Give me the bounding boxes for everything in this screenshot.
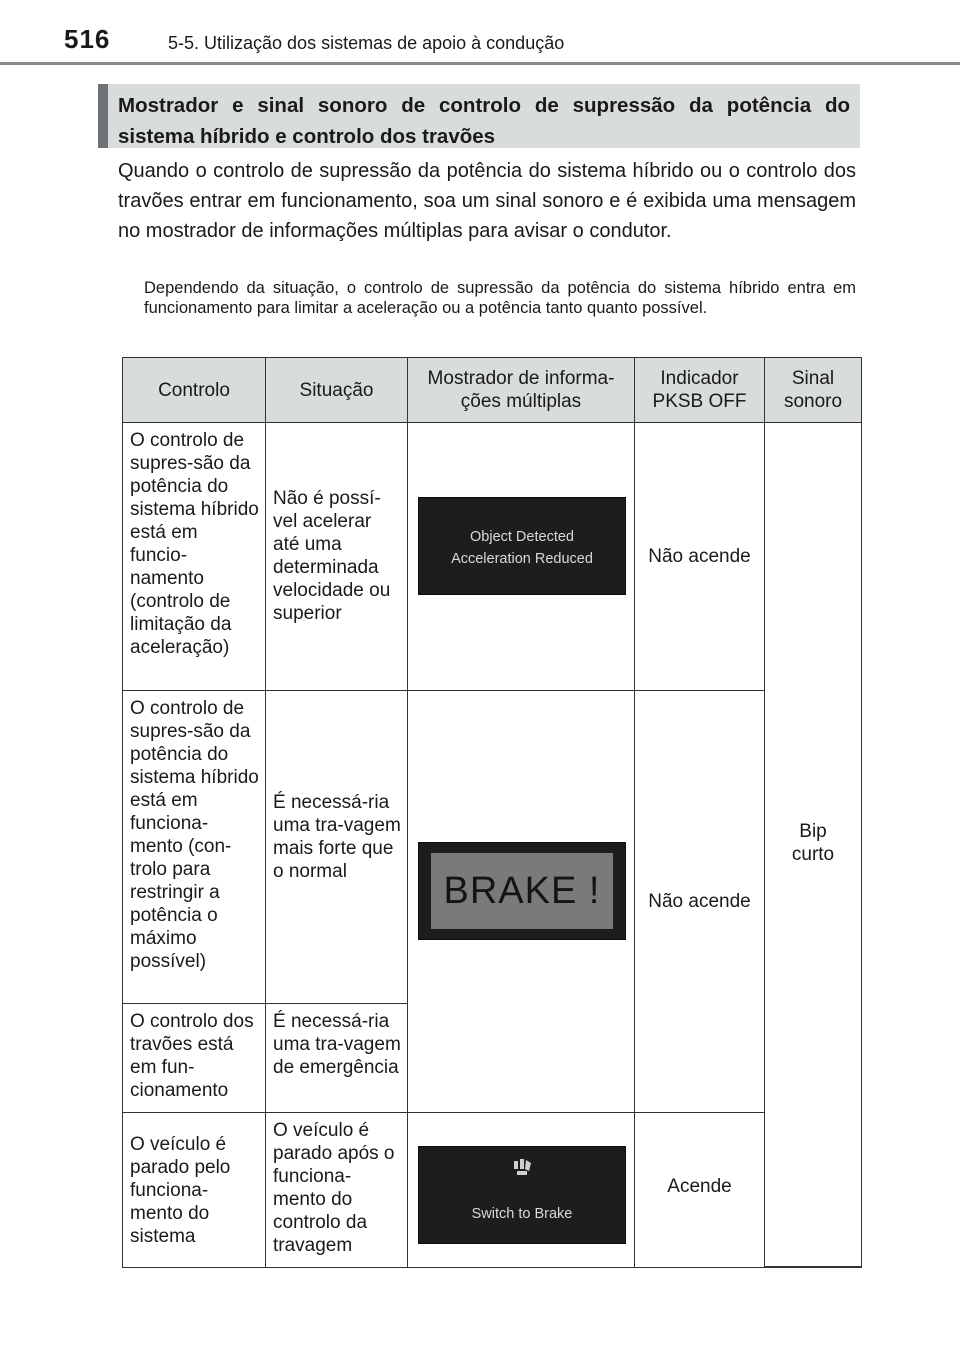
row3-control: O controlo dos travões está em fun-cionamento — [123, 1004, 266, 1113]
sound-cell — [765, 423, 861, 1267]
header-control: Controlo — [123, 358, 266, 423]
info-table — [122, 357, 862, 1268]
screen-object-line1: Object Detected — [470, 529, 574, 545]
section-title: Mostrador e sinal sonoro de controlo de supressão da potência do sistema híbrido e controlo dos travões — [118, 94, 850, 148]
row4-control: O veículo é parado pelo funciona-mento do sistema — [123, 1113, 266, 1267]
row2-control: O controlo de supres-são da potência do sistema híbrido está em funciona-mento (con-trolo para restringir a potência o máximo possível) — [123, 691, 266, 1004]
row4-display — [408, 1113, 635, 1267]
chapter-title: 5-5. Utilização dos sistemas de apoio à condução — [168, 33, 565, 53]
body-paragraph: Quando o controlo de supressão da potência do sistema híbrido ou o controlo dos travões entrar em funcionamento, soa um sinal sonoro e é exibida uma mensagem no mostrador de informações múltiplas para avisar o condutor. — [118, 160, 856, 242]
header-display: Mostrador de informa-ções múltiplas — [408, 358, 635, 423]
brake-panel — [431, 853, 613, 929]
sound-label: Bip curto — [791, 820, 835, 865]
row1-situation: Não é possí-vel acelerar até uma determinada velocidade ou superior — [266, 423, 408, 691]
screen-object-line2: Acceleration Reduced — [451, 551, 593, 567]
row1-display — [408, 423, 635, 691]
row1-indicator: Não acende — [635, 423, 765, 691]
row2-indicator: Não acende — [635, 691, 765, 1113]
row3-situation: É necessá-ria uma tra-vagem de emergência — [266, 1004, 408, 1113]
page-number: 516 — [64, 24, 111, 54]
row1-control: O controlo de supres-são da potência do sistema híbrido está em funcio-namento (controlo de limitação da aceleração) — [123, 423, 266, 691]
brake-text: BRAKE ! — [443, 869, 601, 912]
screen-switch-text: Switch to Brake — [471, 1206, 573, 1222]
row4-indicator: Acende — [635, 1113, 765, 1267]
header-sound: Sinal sonoro — [765, 358, 861, 423]
object-detected-screen — [418, 497, 626, 595]
brake-pedal-icon — [511, 1157, 535, 1187]
row2-display — [408, 691, 635, 1113]
row4-situation: O veículo é parado após o funciona-mento do controlo da travagem — [266, 1113, 408, 1267]
note-paragraph: Dependendo da situação, o controlo de supressão da potência do sistema híbrido entra em funcionamento para limitar a aceleração ou a potência tanto quanto possível. — [144, 279, 856, 317]
row2-situation: É necessá-ria uma tra-vagem mais forte que o normal — [266, 691, 408, 1004]
section-heading-box — [98, 84, 860, 148]
header-indicator: Indicador PKSB OFF — [635, 358, 765, 423]
switch-to-brake-screen — [418, 1146, 626, 1244]
header-divider — [0, 62, 960, 65]
header-situation: Situação — [266, 358, 408, 423]
brake-warning-screen — [418, 842, 626, 940]
